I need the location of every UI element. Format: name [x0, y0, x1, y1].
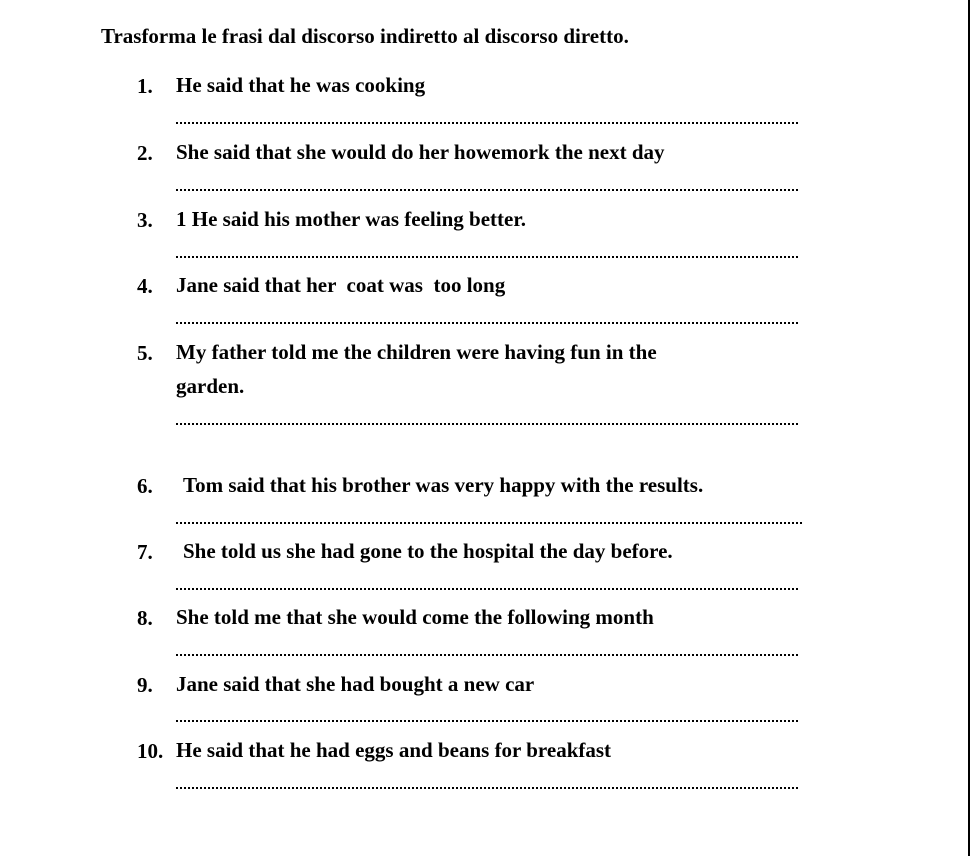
answer-line[interactable]	[176, 720, 798, 722]
answer-line[interactable]	[176, 322, 798, 324]
answer-line[interactable]	[176, 189, 798, 191]
answer-line[interactable]	[176, 423, 798, 425]
item-sentence-continued: garden.	[176, 374, 245, 398]
item-sentence: Tom said that his brother was very happy with the results.	[183, 473, 704, 497]
item-number: 2.	[137, 141, 153, 165]
item-sentence: She said that she would do her howemork the next day	[176, 140, 665, 164]
item-sentence: He said that he had eggs and beans for breakfast	[176, 738, 612, 762]
item-sentence: My father told me the children were having fun in the	[176, 340, 657, 364]
item-number: 10.	[137, 739, 164, 763]
item-number: 5.	[137, 341, 153, 365]
answer-line[interactable]	[176, 787, 798, 789]
exercise-title: Trasforma le frasi dal discorso indiretto al discorso diretto.	[101, 24, 629, 48]
answer-line[interactable]	[176, 522, 802, 524]
item-number: 6.	[137, 474, 153, 498]
item-number: 1.	[137, 74, 153, 98]
answer-line[interactable]	[176, 654, 798, 656]
item-number: 3.	[137, 208, 153, 232]
item-sentence: Jane said that she had bought a new car	[176, 672, 535, 696]
item-number: 7.	[137, 540, 153, 564]
answer-line[interactable]	[176, 122, 798, 124]
item-sentence: She told me that she would come the following month	[176, 605, 654, 629]
item-number: 9.	[137, 673, 153, 697]
item-number: 4.	[137, 274, 153, 298]
item-sentence: She told us she had gone to the hospital the day before.	[183, 539, 673, 563]
item-number: 8.	[137, 606, 153, 630]
item-sentence: He said that he was cooking	[176, 73, 426, 97]
answer-line[interactable]	[176, 256, 798, 258]
item-sentence: 1 He said his mother was feeling better.	[176, 207, 526, 231]
answer-line[interactable]	[176, 588, 798, 590]
item-sentence: Jane said that her coat was too long	[176, 273, 506, 297]
